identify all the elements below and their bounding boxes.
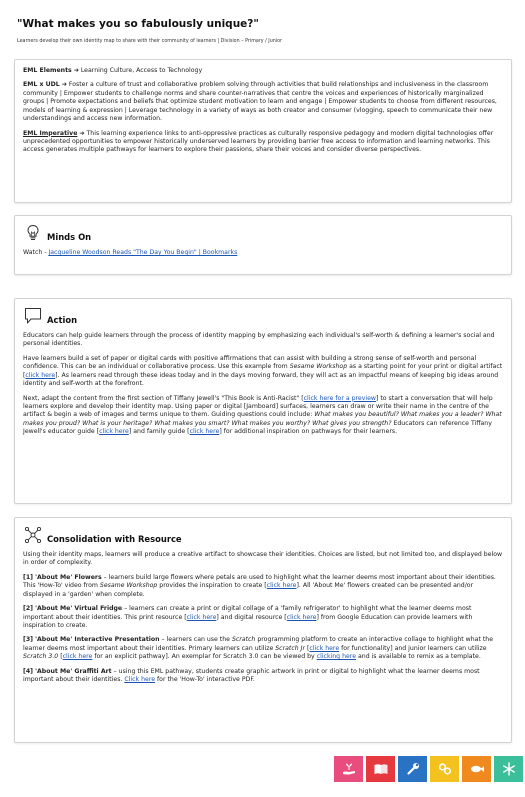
minds-on-header: [23, 223, 503, 243]
text-em: Scratch: [231, 636, 256, 644]
print-resource-link[interactable]: click here: [186, 613, 217, 621]
text-span: [: [58, 653, 63, 661]
action-title: Action: [47, 314, 78, 325]
option-3-label: [3] 'About Me' Interactive Presentation: [23, 636, 160, 644]
family-guide-link[interactable]: click here: [189, 428, 220, 436]
wrench-icon[interactable]: [398, 756, 427, 782]
action-card: [14, 298, 512, 504]
text-span: programming platform to create an interactive collage to highlight what the learner deems most important about their identities. Primary learners can utilize: [23, 636, 494, 652]
consolidation-header: [23, 525, 503, 545]
consolidation-card: [14, 517, 512, 743]
video-link[interactable]: Jacqueline Woodson Reads "The Day You Begin" | Bookmarks: [48, 249, 238, 256]
text-span: – learners can use the: [159, 636, 232, 644]
option-1-label: [1] 'About Me' Flowers: [23, 573, 102, 581]
text-span: Next, adapt the content from the first section of Tiffany Jewell's "This Book is Anti-Racist" [: [23, 394, 304, 402]
option-4: [23, 668, 503, 685]
text-span: for an explicit pathway]. An exemplar for Scratch 3.0 can be viewed by: [92, 653, 317, 661]
arrow-icon: ➔: [79, 129, 87, 137]
flowers-video-link[interactable]: click here: [266, 582, 297, 590]
minds-on-card: [14, 215, 512, 275]
fish-icon[interactable]: [462, 756, 491, 782]
action-paragraph-2: [23, 355, 503, 389]
consolidation-intro: Using their identity maps, learners will produce a creative artifact to showcase their identities. Choices are listed, but not limited too, and displayed below in order of complexity.: [23, 551, 503, 567]
action-paragraph-1: Educators can help guide learners through the process of identity mapping by emphasizing each individual's self-worth & defining a learner's social and personal identities.: [23, 332, 495, 348]
arrow-icon: ➔: [61, 81, 69, 89]
eml-elements-text: Learning Culture, Access to Technology: [80, 67, 203, 74]
action-paragraph-3: [23, 395, 503, 437]
digital-resource-link[interactable]: click here: [286, 613, 317, 621]
page-subtitle: Learners develop their own identity map to share with their community of learners | Division – Primary / Junior: [17, 39, 283, 44]
consolidation-title: Consolidation with Resource: [47, 533, 182, 544]
network-icon: [23, 525, 43, 545]
minds-on-title: Minds On: [47, 231, 92, 242]
text-span: – learners can create a print or digital collage of a 'family refrigerator' to highlight what the learner deems most important about their identities. This print resource [: [23, 605, 472, 621]
option-1: [23, 574, 503, 599]
text-em: Scratch Jr: [275, 644, 306, 652]
arrow-icon: ➔: [73, 67, 81, 74]
text-span: ] to start a conversation that will help learners explore and develop their identity map. Using paper or digital [Jamboard] surfaces, learners can draw or write their name in the centre of the artifact & begin a web of images and terms unique to them. Guiding questions could include:: [23, 394, 493, 419]
scratch-exemplar-link[interactable]: clicking here: [316, 653, 357, 661]
graffiti-pdf-link[interactable]: Click here: [124, 676, 156, 684]
text-span: ]. All 'About Me' flowers created can be presented and/or displayed in a 'garden' when complete.: [23, 582, 474, 598]
text-span: ] from Google Education can provide learners with inspiration to create.: [23, 613, 473, 629]
option-3: [23, 636, 503, 661]
option-2-label: [2] 'About Me' Virtual Fridge: [23, 605, 123, 613]
bottom-icon-bar: [334, 756, 523, 782]
snowflake-icon[interactable]: [494, 756, 523, 782]
text-em: Sesame Workshop: [289, 363, 348, 371]
text-span: provides the inspiration to create [: [157, 582, 267, 590]
educator-guide-link[interactable]: click here: [99, 428, 129, 436]
text-span: – learners build large flowers where petals are used to highlight what the learner deems most important about their identities. This 'How-To' video from: [23, 573, 496, 590]
text-span: and is available to remix as a template.: [356, 653, 481, 661]
text-span: as a starting point for your print or digital artifact [: [23, 363, 503, 379]
book-preview-link[interactable]: click here for a preview: [303, 394, 376, 402]
eml-imperative-label: EML Imperative: [23, 129, 78, 137]
watch-label: Watch -: [23, 249, 49, 256]
eml-elements-label: EML Elements: [23, 67, 72, 74]
lightbulb-icon: [23, 223, 43, 243]
scratch-3-link[interactable]: click here: [62, 653, 93, 661]
text-span: for the 'How-To' interactive PDF.: [155, 676, 255, 684]
text-em: Sesame Workshop: [99, 582, 158, 590]
guiding-questions: What makes you beautiful? What makes you a leader? What makes you proud? What is your heritage? What makes you smart? What makes you worthy? What gives you strength?: [23, 411, 502, 427]
text-span: ] and family guide [: [128, 428, 190, 436]
text-em: Scratch 3.0: [23, 653, 59, 661]
page-title: "What makes you so fabulously unique?": [17, 18, 259, 30]
text-span: ]. As learners read through these ideas today and in the days moving forward, they will act as an impactful means of keeping big ideas around identity and self-worth at the forefront.: [23, 371, 499, 388]
hand-plant-icon[interactable]: [334, 756, 363, 782]
scratch-jr-link[interactable]: click here: [309, 644, 340, 652]
text-span: Have learners build a set of paper or digital cards with positive affirmations that can assist with building a strong sense of self-worth and personal confidence. This can be an individual or collaborative process. Use this example from: [23, 354, 477, 371]
text-span: ] for additional inspiration on pathways for their learners.: [219, 428, 398, 436]
eml-udl-label: EML x UDL: [23, 81, 60, 89]
link-icon[interactable]: [430, 756, 459, 782]
text-span: for functionality] and junior learners can utilize: [339, 644, 487, 652]
text-span: ] and digital resource [: [216, 613, 287, 621]
speech-bubble-icon: [23, 306, 43, 326]
affirmation-cards-link[interactable]: click here: [25, 371, 56, 379]
eml-udl: [23, 81, 503, 123]
eml-imperative-text: This learning experience links to anti-oppressive practices as culturally responsive pedagogy and modern digital technologies offer unprecedented opportunities to empower historically underserved learners by providing barrier free access to information and learning networks. This access generates multiple pathways for learners to explore their passions, share their voices and consider diverse perspectives.: [23, 129, 494, 154]
eml-udl-text: Foster a culture of trust and collaborative problem solving through activities that build relationships and inclusiveness in the classroom community | Empower students to challenge norms and share counter-narratives that centre the voices and experiences of historically marginalized groups | Promote expectations and beliefs that optimize student motivation to learn and engage | Empower students to choose from different resources, models of learning & expression | Leverage technology in a variety of ways as both creator and consumer (vlogging, speech to communicate their new understandings and access new information.: [23, 81, 497, 123]
book-icon[interactable]: [366, 756, 395, 782]
text-span: – using this EML pathway, students create graphic artwork in print or digital to highlight what the learner deems most important about their identities.: [23, 667, 480, 684]
eml-card: [14, 59, 512, 203]
option-4-label: [4] 'About Me' Graffiti Art: [23, 667, 112, 675]
text-span: Educators can reference Tiffany Jewell's educator guide [: [23, 419, 492, 436]
eml-imperative: [23, 130, 503, 155]
action-header: [23, 306, 503, 326]
minds-on-watch: [23, 249, 503, 257]
option-2: [23, 605, 503, 630]
eml-elements: [23, 67, 503, 75]
text-span: [: [305, 644, 310, 652]
